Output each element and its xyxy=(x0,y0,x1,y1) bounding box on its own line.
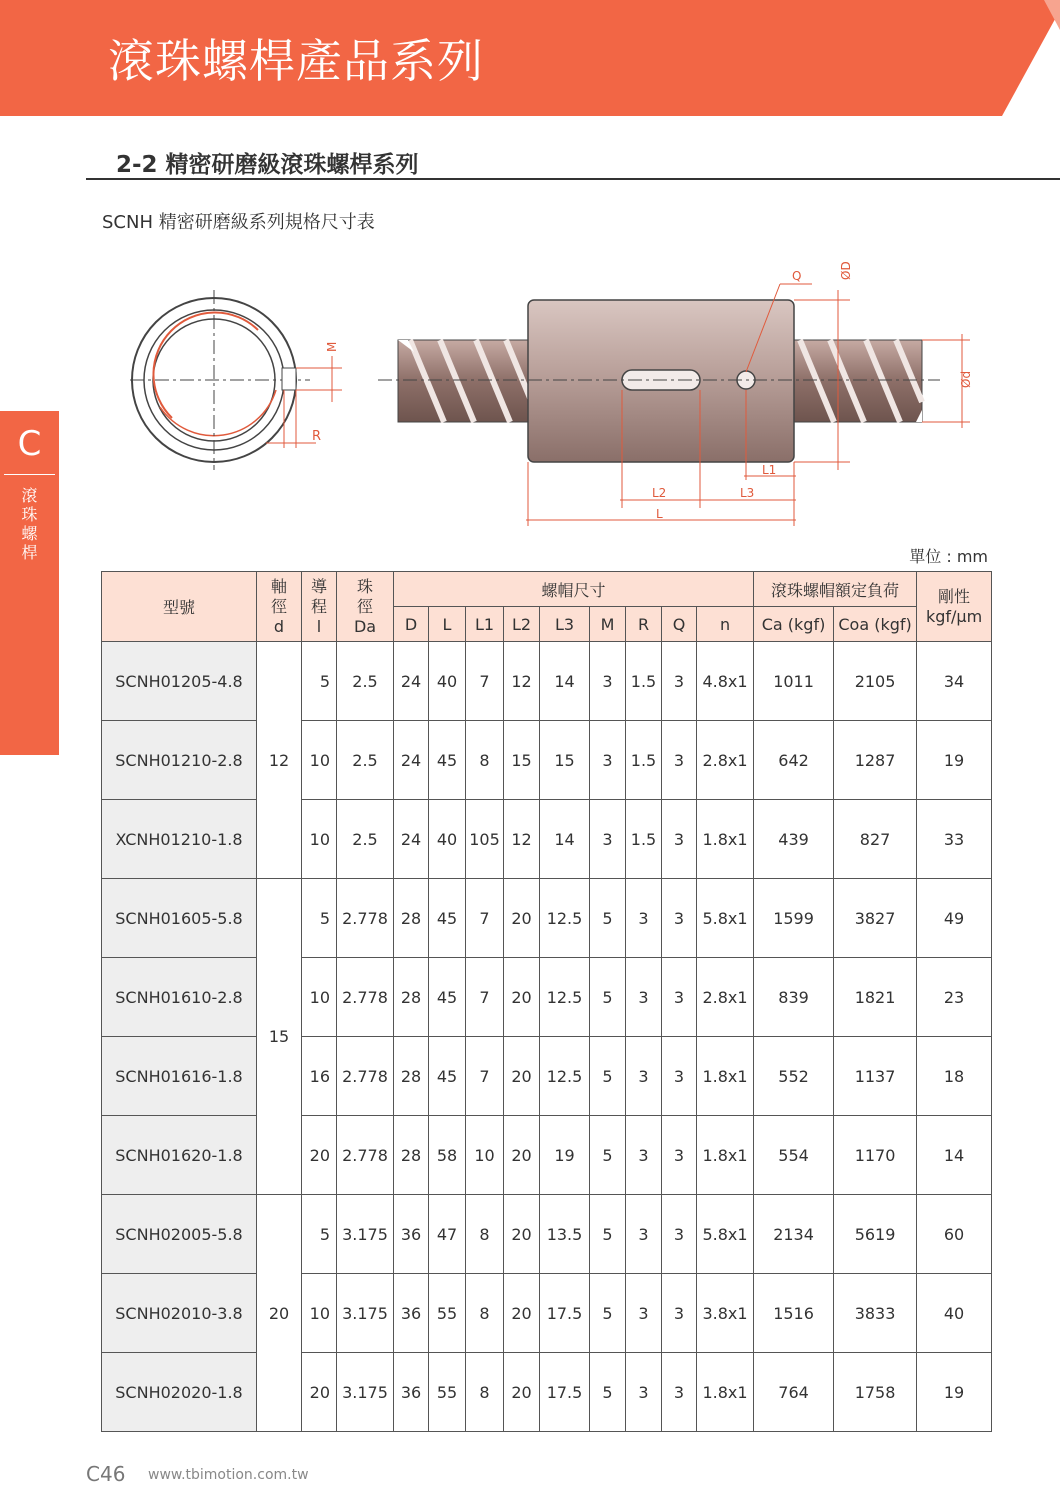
cell-n: 5.8x1 xyxy=(697,879,754,958)
cell-L2: 20 xyxy=(504,1274,540,1353)
cell-model: SCNH02010-3.8 xyxy=(102,1274,257,1353)
cell-D: 28 xyxy=(394,879,429,958)
cell-shaft-dia: 20 xyxy=(257,1195,302,1432)
cell-L1: 8 xyxy=(466,1274,504,1353)
cell-model: SCNH01610-2.8 xyxy=(102,958,257,1037)
cell-rigidity: 18 xyxy=(917,1037,992,1116)
ball-screw-drawing xyxy=(120,250,980,530)
cell-M: 3 xyxy=(590,642,626,721)
cell-rigidity: 33 xyxy=(917,800,992,879)
cell-L3: 17.5 xyxy=(540,1274,590,1353)
page-number: C46 xyxy=(86,1462,126,1486)
cell-ca: 1011 xyxy=(754,642,834,721)
cell-L2: 20 xyxy=(504,1195,540,1274)
cell-D: 24 xyxy=(394,800,429,879)
label-L3: L3 xyxy=(740,486,755,500)
cell-n: 4.8x1 xyxy=(697,642,754,721)
cell-M: 5 xyxy=(590,1353,626,1432)
header-col-m: M xyxy=(590,607,626,642)
label-L: L xyxy=(656,507,663,521)
header-rated-load: 滾珠螺帽額定負荷 xyxy=(754,572,917,607)
cell-ball-dia: 2.5 xyxy=(337,800,394,879)
cell-R: 3 xyxy=(626,1116,662,1195)
chapter-letter: C xyxy=(17,424,42,464)
cell-D: 28 xyxy=(394,958,429,1037)
cell-L2: 15 xyxy=(504,721,540,800)
header-col-coa: Coa (kgf) xyxy=(834,607,917,642)
cell-n: 1.8x1 xyxy=(697,1116,754,1195)
cell-model: SCNH02005-5.8 xyxy=(102,1195,257,1274)
cell-L1: 8 xyxy=(466,721,504,800)
cell-L3: 19 xyxy=(540,1116,590,1195)
cell-L1: 7 xyxy=(466,1037,504,1116)
table-row xyxy=(102,642,992,721)
chapter-divider xyxy=(4,474,55,475)
header-model: 型號 xyxy=(102,572,257,642)
cell-lead: 10 xyxy=(302,721,337,800)
cell-Q: 3 xyxy=(662,1195,697,1274)
cell-coa: 827 xyxy=(834,800,917,879)
label-phi-d: Ød xyxy=(959,370,973,388)
cell-ball-dia: 2.5 xyxy=(337,642,394,721)
table-subtitle: SCNH 精密研磨級系列規格尺寸表 xyxy=(102,212,375,233)
label-phi-D: ØD xyxy=(839,261,853,280)
cell-ca: 552 xyxy=(754,1037,834,1116)
cell-model: SCNH01210-2.8 xyxy=(102,721,257,800)
cell-D: 24 xyxy=(394,721,429,800)
header-col-l: L xyxy=(429,607,466,642)
cell-model: SCNH01616-1.8 xyxy=(102,1037,257,1116)
cell-model: SCNH01620-1.8 xyxy=(102,1116,257,1195)
cell-rigidity: 14 xyxy=(917,1116,992,1195)
banner-title: 滾珠螺桿產品系列 xyxy=(108,34,484,88)
cell-lead: 20 xyxy=(302,1116,337,1195)
header-lead: 導 程 l xyxy=(302,572,337,642)
header-col-ca: Ca (kgf) xyxy=(754,607,834,642)
cell-coa: 2105 xyxy=(834,642,917,721)
cell-lead: 10 xyxy=(302,800,337,879)
cell-L1: 8 xyxy=(466,1195,504,1274)
cell-ca: 1599 xyxy=(754,879,834,958)
cell-D: 24 xyxy=(394,642,429,721)
cell-L1: 105 xyxy=(466,800,504,879)
cell-ball-dia: 3.175 xyxy=(337,1353,394,1432)
cell-n: 5.8x1 xyxy=(697,1195,754,1274)
cell-lead: 20 xyxy=(302,1353,337,1432)
cell-R: 3 xyxy=(626,958,662,1037)
cell-lead: 10 xyxy=(302,1274,337,1353)
cell-L3: 14 xyxy=(540,800,590,879)
cell-coa: 3827 xyxy=(834,879,917,958)
cell-L: 55 xyxy=(429,1353,466,1432)
header-nut-dimensions: 螺帽尺寸 xyxy=(394,572,754,607)
cell-M: 3 xyxy=(590,800,626,879)
cell-rigidity: 19 xyxy=(917,1353,992,1432)
header-col-r: R xyxy=(626,607,662,642)
header-col-l1: L1 xyxy=(466,607,504,642)
cell-Q: 3 xyxy=(662,1353,697,1432)
cell-Q: 3 xyxy=(662,1116,697,1195)
cell-lead: 5 xyxy=(302,642,337,721)
cell-n: 2.8x1 xyxy=(697,958,754,1037)
end-view xyxy=(130,290,342,470)
cell-n: 1.8x1 xyxy=(697,1037,754,1116)
header-col-n: n xyxy=(697,607,754,642)
cell-lead: 5 xyxy=(302,879,337,958)
cell-L2: 20 xyxy=(504,958,540,1037)
cell-R: 1.5 xyxy=(626,800,662,879)
cell-model: SCNH01205-4.8 xyxy=(102,642,257,721)
cell-lead: 10 xyxy=(302,958,337,1037)
cell-Q: 3 xyxy=(662,1274,697,1353)
chapter-char: 珠 xyxy=(21,505,38,524)
cell-rigidity: 34 xyxy=(917,642,992,721)
cell-rigidity: 49 xyxy=(917,879,992,958)
cell-Q: 3 xyxy=(662,958,697,1037)
cell-ball-dia: 2.5 xyxy=(337,721,394,800)
cell-L3: 13.5 xyxy=(540,1195,590,1274)
cell-rigidity: 19 xyxy=(917,721,992,800)
cell-L: 55 xyxy=(429,1274,466,1353)
cell-L1: 7 xyxy=(466,642,504,721)
label-M: M xyxy=(325,341,339,352)
label-L2: L2 xyxy=(652,486,667,500)
cell-D: 28 xyxy=(394,1037,429,1116)
table-row xyxy=(102,1274,992,1353)
cell-D: 36 xyxy=(394,1353,429,1432)
cell-coa: 5619 xyxy=(834,1195,917,1274)
cell-coa: 3833 xyxy=(834,1274,917,1353)
spec-table xyxy=(101,571,992,1432)
cell-n: 3.8x1 xyxy=(697,1274,754,1353)
cell-L2: 20 xyxy=(504,1116,540,1195)
table-row xyxy=(102,1195,992,1274)
cell-coa: 1758 xyxy=(834,1353,917,1432)
cell-L1: 10 xyxy=(466,1116,504,1195)
cell-ball-dia: 2.778 xyxy=(337,879,394,958)
cell-L3: 12.5 xyxy=(540,879,590,958)
cell-L: 45 xyxy=(429,879,466,958)
cell-L: 45 xyxy=(429,958,466,1037)
section-title: 2-2 精密研磨級滾珠螺桿系列 xyxy=(116,152,419,178)
cell-model: SCNH02020-1.8 xyxy=(102,1353,257,1432)
header-rigidity: 剛性 kgf/μm xyxy=(917,572,992,642)
cell-ca: 642 xyxy=(754,721,834,800)
cell-L3: 12.5 xyxy=(540,958,590,1037)
cell-ca: 2134 xyxy=(754,1195,834,1274)
cell-M: 5 xyxy=(590,1274,626,1353)
table-row xyxy=(102,879,992,958)
header-col-l2: L2 xyxy=(504,607,540,642)
header-col-q: Q xyxy=(662,607,697,642)
cell-M: 5 xyxy=(590,958,626,1037)
cell-ca: 1516 xyxy=(754,1274,834,1353)
cell-rigidity: 40 xyxy=(917,1274,992,1353)
cell-M: 5 xyxy=(590,1195,626,1274)
cell-rigidity: 60 xyxy=(917,1195,992,1274)
cell-ca: 764 xyxy=(754,1353,834,1432)
header-col-l3: L3 xyxy=(540,607,590,642)
table-row xyxy=(102,1353,992,1432)
table-row xyxy=(102,1037,992,1116)
cell-ca: 439 xyxy=(754,800,834,879)
cell-L2: 12 xyxy=(504,642,540,721)
cell-shaft-dia: 12 xyxy=(257,642,302,879)
cell-Q: 3 xyxy=(662,721,697,800)
cell-n: 1.8x1 xyxy=(697,1353,754,1432)
cell-R: 3 xyxy=(626,879,662,958)
cell-coa: 1821 xyxy=(834,958,917,1037)
header-ball-dia: 珠 徑 Da xyxy=(337,572,394,642)
cell-R: 3 xyxy=(626,1037,662,1116)
cell-M: 5 xyxy=(590,879,626,958)
cell-R: 3 xyxy=(626,1274,662,1353)
chapter-char: 滾 xyxy=(21,486,38,505)
chapter-char: 螺 xyxy=(21,524,38,543)
cell-ca: 839 xyxy=(754,958,834,1037)
cell-lead: 5 xyxy=(302,1195,337,1274)
cell-Q: 3 xyxy=(662,1037,697,1116)
cell-L: 45 xyxy=(429,1037,466,1116)
table-row xyxy=(102,958,992,1037)
cell-ball-dia: 2.778 xyxy=(337,1037,394,1116)
cell-model: XCNH01210-1.8 xyxy=(102,800,257,879)
label-R: R xyxy=(312,429,322,444)
cell-M: 5 xyxy=(590,1116,626,1195)
cell-ball-dia: 3.175 xyxy=(337,1274,394,1353)
table-row xyxy=(102,800,992,879)
cell-L: 47 xyxy=(429,1195,466,1274)
cell-Q: 3 xyxy=(662,800,697,879)
cell-R: 1.5 xyxy=(626,642,662,721)
cell-L1: 7 xyxy=(466,958,504,1037)
chapter-char: 桿 xyxy=(21,543,38,562)
cell-Q: 3 xyxy=(662,642,697,721)
cell-L3: 17.5 xyxy=(540,1353,590,1432)
cell-model: SCNH01605-5.8 xyxy=(102,879,257,958)
cell-ca: 554 xyxy=(754,1116,834,1195)
table-row xyxy=(102,721,992,800)
unit-label: 單位 : mm xyxy=(909,547,988,566)
cell-L: 40 xyxy=(429,800,466,879)
cell-coa: 1137 xyxy=(834,1037,917,1116)
cell-L: 58 xyxy=(429,1116,466,1195)
cell-M: 5 xyxy=(590,1037,626,1116)
table-row xyxy=(102,1116,992,1195)
label-Q: Q xyxy=(792,269,802,283)
cell-coa: 1287 xyxy=(834,721,917,800)
cell-L2: 12 xyxy=(504,800,540,879)
header-shaft-dia: 軸 徑 d xyxy=(257,572,302,642)
cell-L2: 20 xyxy=(504,1037,540,1116)
cell-D: 36 xyxy=(394,1195,429,1274)
cell-L1: 7 xyxy=(466,879,504,958)
cell-n: 1.8x1 xyxy=(697,800,754,879)
cell-R: 3 xyxy=(626,1353,662,1432)
cell-L: 45 xyxy=(429,721,466,800)
header-col-d: D xyxy=(394,607,429,642)
cell-rigidity: 23 xyxy=(917,958,992,1037)
cell-R: 1.5 xyxy=(626,721,662,800)
cell-L2: 20 xyxy=(504,1353,540,1432)
cell-lead: 16 xyxy=(302,1037,337,1116)
cell-D: 36 xyxy=(394,1274,429,1353)
cell-L2: 20 xyxy=(504,879,540,958)
cell-L3: 14 xyxy=(540,642,590,721)
cell-ball-dia: 3.175 xyxy=(337,1195,394,1274)
cell-coa: 1170 xyxy=(834,1116,917,1195)
cell-D: 28 xyxy=(394,1116,429,1195)
chapter-label xyxy=(0,486,59,562)
section-divider xyxy=(86,178,1060,180)
label-L1: L1 xyxy=(762,463,777,477)
cell-L3: 15 xyxy=(540,721,590,800)
cell-ball-dia: 2.778 xyxy=(337,1116,394,1195)
footer-url: www.tbimotion.com.tw xyxy=(148,1467,309,1483)
cell-ball-dia: 2.778 xyxy=(337,958,394,1037)
cell-L1: 8 xyxy=(466,1353,504,1432)
cell-n: 2.8x1 xyxy=(697,721,754,800)
cell-L: 40 xyxy=(429,642,466,721)
cell-M: 3 xyxy=(590,721,626,800)
cell-R: 3 xyxy=(626,1195,662,1274)
cell-L3: 12.5 xyxy=(540,1037,590,1116)
cell-shaft-dia: 15 xyxy=(257,879,302,1195)
cell-Q: 3 xyxy=(662,879,697,958)
